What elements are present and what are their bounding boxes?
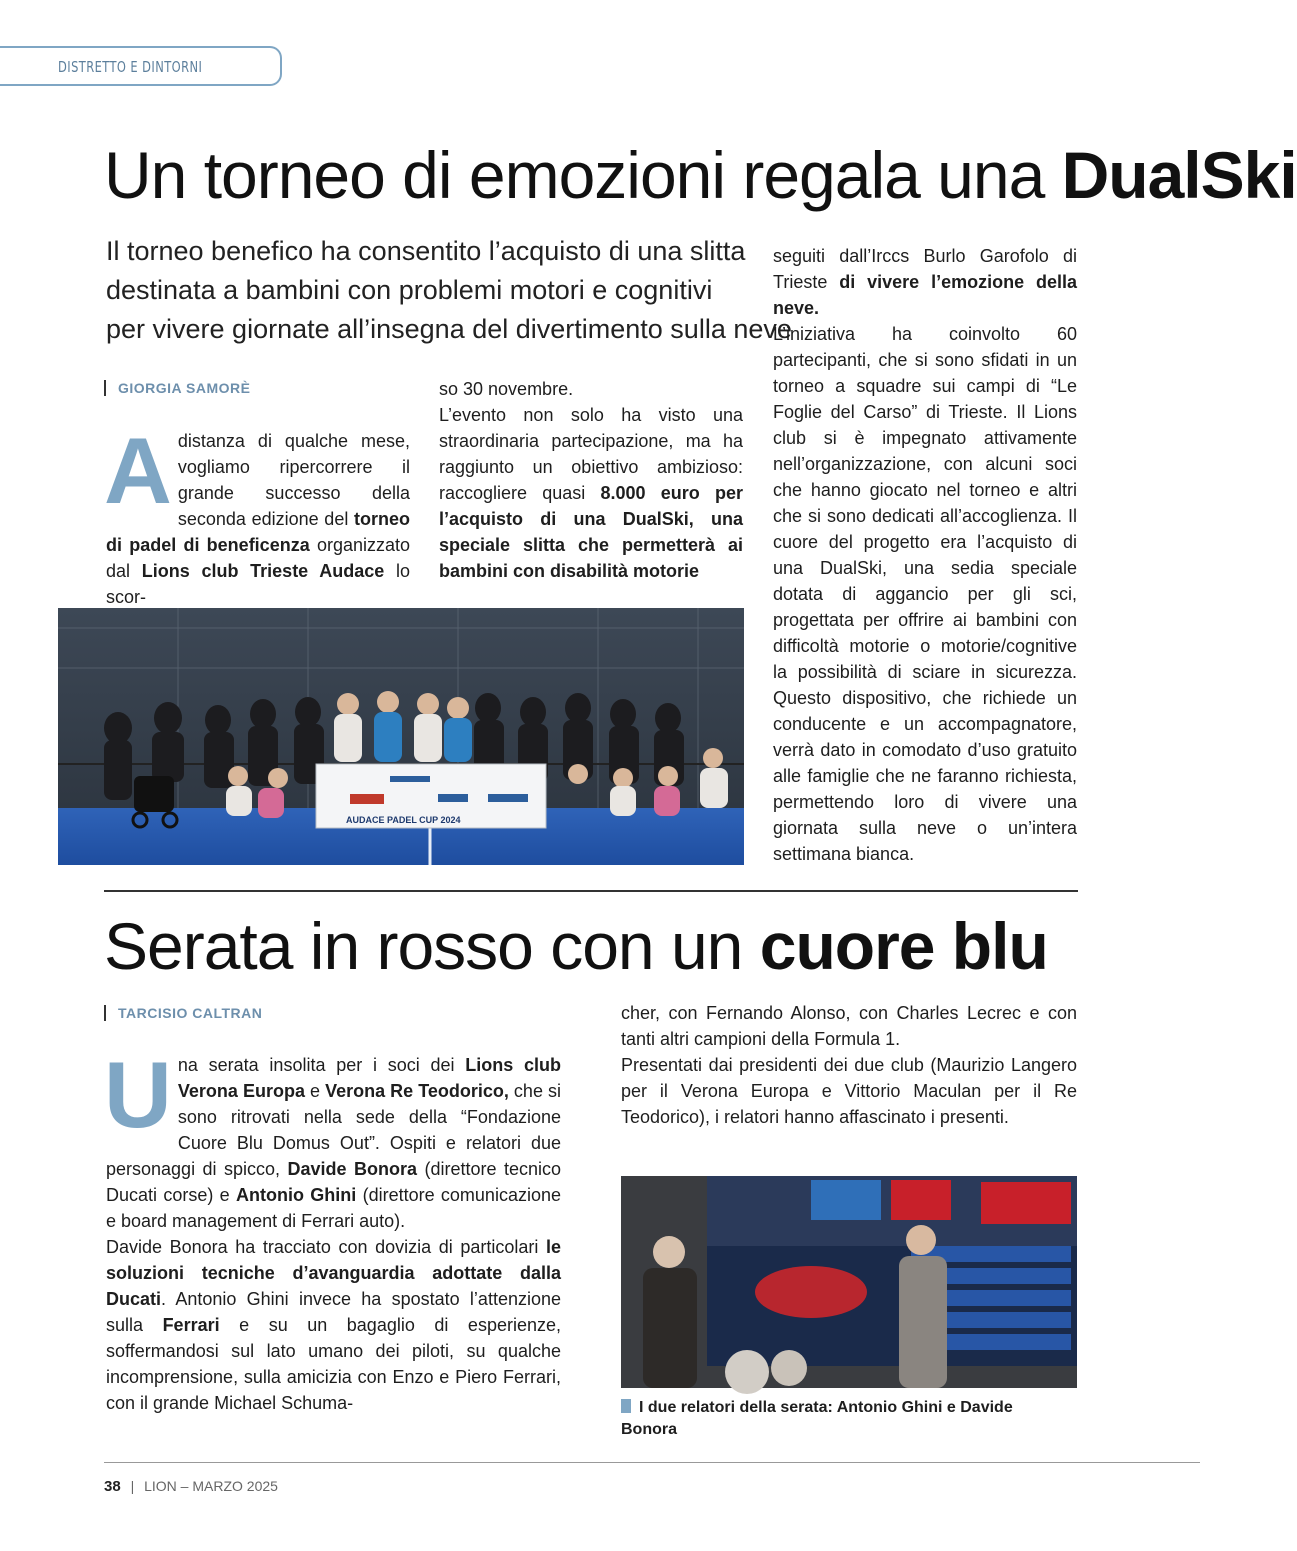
text-run: na serata insolita per i soci dei (177, 1055, 466, 1075)
paragraph: so 30 novembre. (439, 379, 574, 399)
text-run: lo scor- (106, 561, 410, 607)
bold-run: torneo di padel di beneficenza (106, 509, 410, 555)
article1-col3 (773, 243, 1077, 867)
article2-col1 (104, 1042, 562, 1416)
bold-run: Ferrari (162, 1315, 220, 1335)
paragraph (106, 1234, 561, 1416)
article1-author: GIORGIA SAMORÈ (104, 380, 251, 396)
article1-headline (104, 138, 1297, 212)
paragraph: L’iniziativa ha coinvolto 60 partecipanti, che si sono sfidati in un torneo a squadre sui campi di “Le Foglie del Carso” di Trieste. Il Lions club si è impegnato attivamente nell’organizzazione, con alcuni soci che hanno giocato nel torneo e altri che si sono dedicati all’accoglienza. Il cuore del progetto era l’acquisto di una DualSki, una sedia speciale dotata di aggancio per gli sci, progettata per offrire ai bambini con difficoltà motorie o motorie/cognitive la possibilità di sciare in sicurezza. Questo dispositivo, che richiede un conducente e un accompagnatore, verrà dato in comodato d’uso gratuito alle famiglie che ne faranno richiesta, permettendo loro di vivere una giornata sulla neve o un’intera settimana bianca. (773, 324, 1077, 864)
text-run: Davide Bonora ha tracciato con dovizia di particolari (106, 1237, 546, 1257)
paragraph: cher, con Fernando Alonso, con Charles Lecrec e con tanti altri campioni della Formula 1. (621, 1003, 1077, 1049)
text-run: e (304, 1081, 326, 1101)
subtitle-line: per vivere giornate all’insegna del divertimento sulla neve (106, 314, 792, 344)
headline-light: Serata in rosso con un (104, 909, 760, 983)
text-run: organizzato dal (106, 535, 411, 581)
text-run: (direttore comunicazione e board management di Ferrari auto). (106, 1185, 561, 1231)
text-run: che si sono ritrovati nella sede della “Fondazione Cuore Blu Domus Out”. Ospiti e relatori due personaggi di spicco, (106, 1081, 561, 1179)
bold-run: Antonio Ghini (235, 1185, 357, 1205)
headline-bold: DualSki (1061, 138, 1297, 212)
bold-run: di vivere l’emozione della neve. (773, 272, 1077, 318)
publication-info: LION – MARZO 2025 (144, 1478, 278, 1494)
paragraph (773, 243, 1077, 321)
text-run: (direttore tecnico Ducati corse) e (106, 1159, 562, 1205)
text-run: e su un bagaglio di esperienze, soffermandosi sul lato umano dei piloti, su qualche incomprensione, sulla amicizia con Enzo e Piero Ferrari, con il grande Michael Schuma- (106, 1315, 561, 1413)
bold-run: Lions club Trieste Audace (141, 561, 385, 581)
speakers-photo (621, 1176, 1077, 1388)
article1-subtitle (106, 232, 792, 349)
headline-bold: cuore blu (759, 909, 1048, 983)
bold-run: Verona Re Teodorico, (325, 1081, 509, 1101)
footer (104, 1478, 278, 1495)
article2-headline (104, 909, 1048, 983)
paragraph (104, 1042, 562, 1234)
text-run: distanza di qualche mese, vogliamo ripercorrere il grande successo della seconda edizione del (177, 431, 410, 529)
section-divider (104, 890, 1078, 892)
photo-caption (621, 1397, 1061, 1441)
headline-light: Un torneo di emozioni regala una (104, 138, 1062, 212)
article2-col2 (621, 1000, 1077, 1130)
bold-run: le soluzioni tecniche d’avanguardia adottate dalla Ducati (106, 1237, 561, 1309)
padel-group-photo (58, 608, 744, 865)
text-run: seguiti dall’Irccs Burlo Garofolo di Trieste (773, 246, 1077, 292)
bold-run: 8.000 euro per l’acquisto di una DualSki, una speciale slitta che permetterà ai bambini con disabilità motorie (439, 483, 744, 581)
subtitle-line: destinata a bambini con problemi motori e cognitivi (106, 275, 713, 305)
article1-col1 (104, 418, 411, 610)
caption-marker (621, 1399, 631, 1413)
bold-run: Lions club Verona Europa (177, 1055, 561, 1101)
footer-separator: | (130, 1478, 135, 1494)
section-tab (0, 46, 282, 86)
text-run: L’evento non solo ha visto una straordinaria partecipazione, ma ha raggiunto un obiettivo ambizioso: raccogliere quasi (439, 405, 743, 503)
section-label: DISTRETTO E DINTORNI (58, 58, 203, 76)
paragraph (439, 402, 743, 584)
article1-col2 (439, 376, 743, 584)
caption-text: I due relatori della serata: Antonio Ghini e Davide Bonora (621, 1399, 1013, 1438)
subtitle-line: Il torneo benefico ha consentito l’acquisto di una slitta (106, 236, 746, 266)
article2-author: TARCISIO CALTRAN (104, 1005, 262, 1021)
dropcap: A (104, 418, 172, 523)
paragraph: Presentati dai presidenti dei due club (Maurizio Langero per il Verona Europa e Vittorio Maculan per il Re Teodorico), i relatori hanno affascinato i presenti. (621, 1055, 1077, 1127)
text-run: . Antonio Ghini invece ha spostato l’attenzione sulla (106, 1289, 561, 1335)
page-number: 38 (104, 1478, 121, 1495)
footer-rule (104, 1462, 1200, 1463)
banner-text: AUDACE PADEL CUP 2024 (346, 815, 461, 825)
dropcap: U (104, 1042, 172, 1147)
bold-run: Davide Bonora (287, 1159, 418, 1179)
